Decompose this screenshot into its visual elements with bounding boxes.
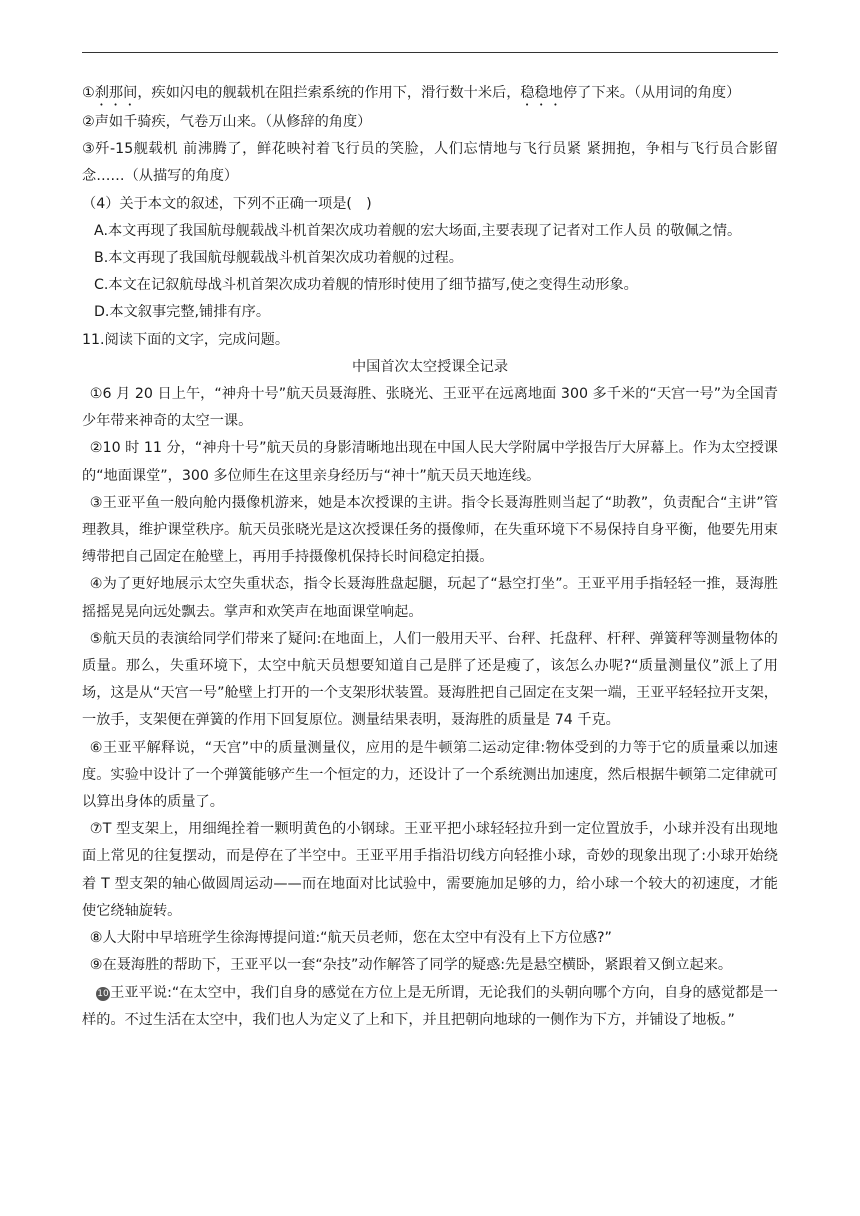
option-list [82, 218, 778, 327]
article-paragraph: ⑨在聂海胜的帮助下，王亚平以一套“杂技”动作解答了同学的疑惑:先是悬空横卧，紧跟着又倒立起来。 [89, 957, 733, 974]
article-paragraph: ②10 时 11 分，“神舟十号”航天员的身影清晰地出现在中国人民大学附属中学报告厅大屏幕上。作为太空授课的“地面课堂”，300 多位师生在这里亲身经历与“神十”航天员天地连线。 [82, 440, 778, 484]
q10-item-1 [82, 80, 778, 109]
article-paragraph: ③王亚平鱼一般向舱内摄像机游来，她是本次授课的主讲。指令长聂海胜则当起了“助教”，负责配合“主讲”管理教具，维护课堂秩序。航天员张晓光是这次授课任务的摄像师，在失重环境下不易保持自身平衡，他要先用束缚带把自己固定在舱壁上，再用手持摄像机保持长时间稳定拍摄。 [82, 494, 778, 566]
article-paragraph: ⑧人大附中早培班学生徐海博提问道:“航天员老师，您在太空中有没有上下方位感?” [89, 930, 612, 947]
paragraph-text: 王亚平说:“在太空中，我们自身的感觉在方位上是无所谓，无论我们的头朝向哪个方向，自身的感觉都是一样的。不过生活在太空中，我们也人为定义了上和下，并且把朝向地球的一侧作为下方，并铺设了地板。” [82, 984, 778, 1028]
article-paragraph: ⑥王亚平解释说，“天宫”中的质量测量仪，应用的是牛顿第二运动定律:物体受到的力等于它的质量乘以加速度。实验中设计了一个弹簧能够产生一个恒定的力，还设计了一个系统测出加速度，然后根据牛顿第二定律就可以算出身体的质量了。 [82, 739, 778, 811]
option-d: D.本文叙事完整,铺排有序。 [94, 304, 271, 321]
article-paragraph: ①6 月 20 日上午，“神舟十号”航天员聂海胜、张晓光、王亚平在远离地面 300 多千米的“天宫一号”为全国青少年带来神奇的太空一课。 [82, 386, 778, 430]
dotted-word: 稳稳地 [520, 85, 563, 101]
question-11-stem: 11.阅读下面的文字，完成问题。 [82, 331, 290, 348]
paragraph-number-badge: 10 [97, 988, 109, 999]
item-text: ，疾如闪电的舰载机在阻拦索系统的作用下，滑行数十米后， [137, 85, 521, 101]
sub-question-4-stem: （4）关于本文的叙述，下列不正确一项是( ) [82, 195, 372, 212]
article-paragraph: ④为了更好地展示太空失重状态，指令长聂海胜盘起腿，玩起了“悬空打坐”。王亚平用手指轻轻一推，聂海胜摇摇晃晃向远处飘去。掌声和欢笑声在地面课堂响起。 [82, 576, 778, 620]
article-paragraph: ⑦T 型支架上，用细绳拴着一颗明黄色的小钢球。王亚平把小球轻轻拉升到一定位置放手，小球并没有出现地面上常见的往复摆动，而是停在了半空中。王亚平用手指沿切线方向轻推小球，奇妙的现象出现了:小球开始绕着 T 型支架的轴心做圆周运动——而在地面对比试验中，需要施加足够的力，给小球一个较大的初速度，才能使它绕轴旋转。 [82, 821, 778, 919]
item-text: 停了下来。（从用词的角度） [562, 85, 741, 101]
document-body [82, 80, 778, 1034]
option-c: C.本文在记叙航母战斗机首架次成功着舰的情形时使用了细节描写,使之变得生动形象。 [94, 277, 638, 294]
top-rule [82, 52, 778, 53]
option-b: B.本文再现了我国航母舰载战斗机首架次成功着舰的过程。 [94, 250, 463, 267]
item-marker: ① [82, 85, 95, 101]
dotted-word: 刹那间 [94, 85, 138, 101]
article-title: 中国首次太空授课全记录 [351, 358, 509, 375]
article-paragraph-10 [82, 980, 778, 1034]
option-a: A.本文再现了我国航母舰载战斗机首架次成功着舰的宏大场面,主要表现了记者对工作人员 的敬佩之情。 [94, 222, 742, 239]
q10-item-2: ②声如千骑疾，气卷万山来。（从修辞的角度） [82, 114, 372, 130]
q10-item-3: ③歼-15舰载机 前沸腾了，鲜花映衬着飞行员的笑脸，人们忘情地与飞行员紧 紧拥抱，争相与飞行员合影留念……（从描写的角度） [82, 141, 778, 185]
article-paragraph: ⑤航天员的表演给同学们带来了疑问:在地面上，人们一般用天平、台秤、托盘秤、杆秤、弹簧秤等测量物体的质量。那么，失重环境下，太空中航天员想要知道自己是胖了还是瘦了，该怎么办呢?“质量测量仪”派上了用场，这是从“天宫一号”舱壁上打开的一个支架形状装置。聂海胜把自己固定在支架一端，王亚平轻轻拉开支架，一放手，支架便在弹簧的作用下回复原位。测量结果表明，聂海胜的质量是 74 千克。 [82, 630, 778, 729]
